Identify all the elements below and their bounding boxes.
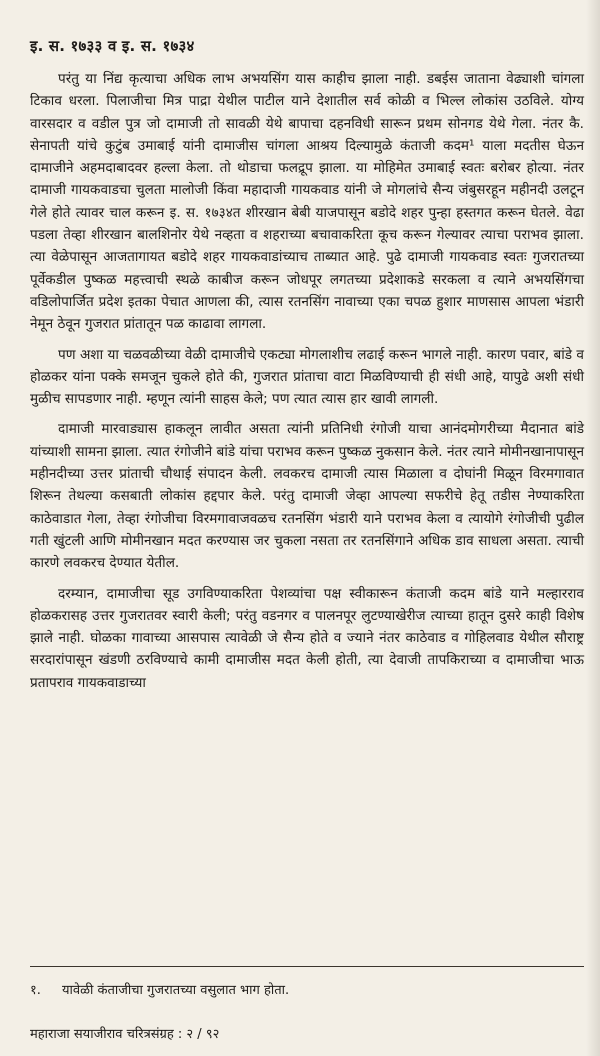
footnote-text: यावेळी कंताजीचा गुजरातच्या वसुलात भाग होता. xyxy=(62,983,290,998)
paragraph-1: परंतु या निंद्य कृत्याचा अधिक लाभ अभयसिंग यास काहीच झाला नाही. डबईस जाताना वेढ्याशी चांगला टिकाव धरला. पिलाजीचा मित्र पाद्रा येथील पाटील याने देशातील सर्व कोळी व भिल्ल लोकांस उठविले. योग्य वारसदार व वडील पुत्र जो दामाजी तो सावळी येथे बापाचा दहनविधी सारून प्रथम सोनगड येथे गेला. नंतर कै. सेनापती यांचे कुटुंब उमाबाई यांनी दामाजीस चांगला आश्रय दिल्यामुळे कंताजी कदम¹ याला मदतीस घेऊन दामाजीने अहमदाबादवर हल्ला केला. तो थोडाचा फलद्रूप झाला. या मोहिमेत उमाबाई स्वतः बरोबर होत्या. नंतर दामाजी गायकवाडचा चुलता मालोजी किंवा महादाजी गायकवाड यांनी जे मोगलांचे सैन्य जंबुसरहून महीनदी उलटून गेले होते त्यावर चाल करून इ. स. १७३४त शीरखान बेबी याजपासून बडोदे शहर पुन्हा हस्तगत करून घेतले. वेढा पडला तेव्हा शीरखान बालशिनोर येथे नव्हता व शहराच्या बचावाकरिता कूच करून गेल्यावर त्याचा पराभव झाला. त्या वेळेपासून आजतागायत बडोदे शहर गायकवाडांच्याच ताब्यात आहे. पुढे दामाजी गायकवाड स्वतः गुजरातच्या पूर्वेकडील पुष्कळ महत्त्वाची स्थळे काबीज करून जोधपूर लगतच्या प्रदेशाकडे सरकला व त्याने अभयसिंगचा वडिलोपार्जित प्रदेश इतका पेचात आणला की, त्यास रतनसिंग नावाच्या एका चपळ हुशार माणसास आपला भंडारी नेमून ठेवून गुजरात प्रांतातून पळ काढावा लागला. xyxy=(30,71,584,333)
paragraph-4: दरम्यान, दामाजीचा सूड उगविण्याकरिता पेशव्यांचा पक्ष स्वीकारून कंताजी कदम बांडे याने मल्हारराव होळकरासह उत्तर गुजरातवर स्वारी केली; परंतु वडनगर व पालनपूर लुटण्याखेरीज त्याच्या हातून दुसरे काही विशेष झाले नाही. घोळका गावाच्या आसपास त्यावेळी जे सैन्य होते व ज्याने नंतर काठेवाड व गोहिलवाड येथील सौराष्ट्र सरदारांपासून खंडणी ठरविण्याचे कामी दामाजीस मदत केली होती, त्या देवाजी तापकिराच्या व दामाजीचा भाऊ प्रतापराव गायकवाडाच्या xyxy=(30,585,584,691)
footnote xyxy=(30,980,584,998)
body-text xyxy=(30,68,584,694)
footnote-divider xyxy=(30,966,584,967)
section-heading: इ. स. १७३३ व इ. स. १७३४ xyxy=(30,37,195,55)
footnote-number: १. xyxy=(30,983,41,998)
paragraph-3: दामाजी मारवाड्यास हाकलून लावीत असता त्यांनी प्रतिनिधी रंगोजी याचा आनंदमोगरीच्या मैदानात बांडे यांच्याशी सामना झाला. त्यात रंगोजीने बांडे यांचा पराभव करून पुष्कळ नुकसान केले. नंतर त्याने मोमीनखानापासून महीनदीच्या उत्तर प्रांताची चौथाई संपादन केली. लवकरच दामाजी त्यास मिळाला व दोघांनी मिळून विरमगावात शिरून तेथल्या कसबाती लोकांस हद्दपार केले. परंतु दामाजी जेव्हा आपल्या सफरीचे हेतू तडीस नेण्याकरिता काठेवाडात गेला, तेव्हा रंगोजीचा विरमगावाजवळच रतनसिंग भंडारी याने पराभव केला व त्यायोगे रंगोजीची पुढील गती खुंटली आणि मोमीनखान मदत करण्यास जर चुकला नसता तर रतनसिंगाने अधिक डाव साधला असता. त्याची कारणे लवकरच देण्यात येतील. xyxy=(30,421,584,572)
page-footer: महाराजा सयाजीराव चरित्रसंग्रह : २ / ९२ xyxy=(30,1027,220,1042)
paragraph-2: पण अशा या चळवळीच्या वेळी दामाजीचे एकट्या मोगलाशीच लढाई करून भागले नाही. कारण पवार, बांडे व होळकर यांना पक्के समजून चुकले होते की, गुजरात प्रांताचा वाटा मिळविण्याची ही संधी आहे, यापुढे अशी संधी मुळीच सापडणार नाही. म्हणून त्यांनी साहस केले; पण त्यात त्यास हार खावी लागली. xyxy=(30,346,584,408)
page-edge-shadow xyxy=(586,0,600,1056)
